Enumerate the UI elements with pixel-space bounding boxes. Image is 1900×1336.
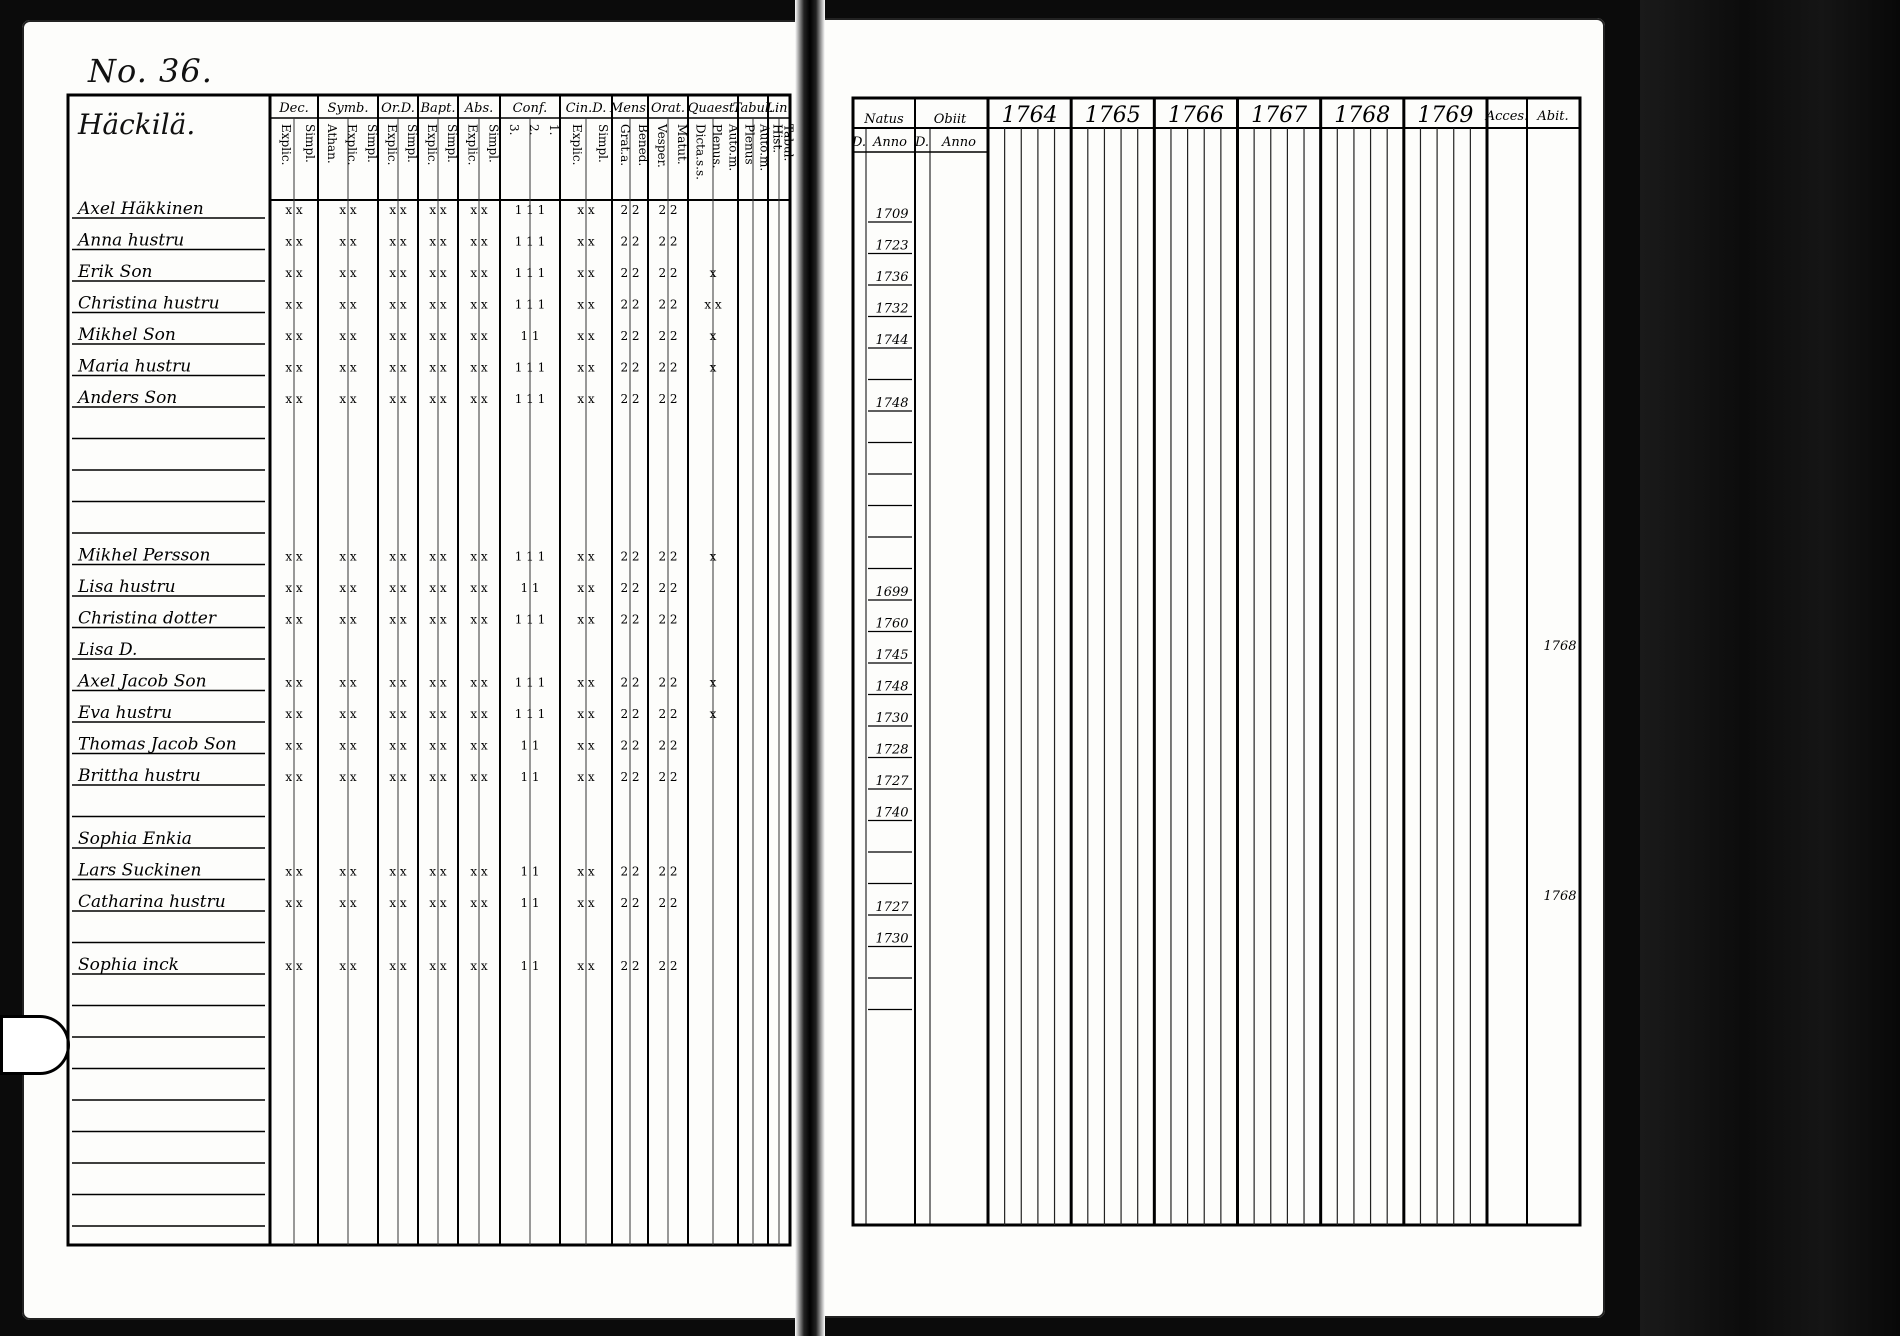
birth-year: 1727: [875, 900, 909, 915]
entry-mark: x x: [577, 203, 595, 217]
entry-mark: 1 1 1: [514, 203, 546, 217]
column-subheader: Plenus.: [710, 124, 724, 169]
entry-mark: x x: [339, 203, 357, 217]
column-header: Quaest.: [687, 101, 739, 116]
birth-year: 1740: [875, 805, 909, 821]
entry-mark: 1 1: [520, 770, 540, 784]
entry-mark: 2 2: [658, 266, 678, 280]
birth-year: 1723: [875, 238, 909, 254]
entry-mark: x x: [429, 297, 447, 312]
entry-mark: x x: [577, 234, 595, 249]
entry-mark: x x: [339, 738, 357, 753]
entry-mark: x x: [577, 959, 595, 973]
entry-mark: x x: [429, 738, 447, 753]
entry-mark: x x: [285, 549, 303, 564]
entry-mark: x x: [429, 864, 447, 879]
entry-mark: 1 1 1: [514, 612, 546, 627]
entry-mark: x x: [339, 549, 357, 564]
entry-mark: 2 2: [620, 770, 640, 784]
entry-mark: x x: [389, 549, 407, 564]
entry-mark: x x: [470, 266, 488, 280]
entry-mark: x x: [577, 864, 595, 879]
entry-mark: 2 2: [658, 297, 678, 312]
birth-year: 1730: [875, 711, 909, 726]
column-subheader: Explic.: [385, 124, 399, 166]
entry-mark: x x: [389, 234, 407, 249]
column-subheader: Hist.: [770, 124, 785, 154]
column-subheader: Explic.: [465, 124, 480, 166]
entry-mark: x x: [285, 392, 303, 406]
entry-mark: x x: [285, 234, 303, 249]
year-header: 1769: [1417, 103, 1474, 128]
column-subheader: Explic.: [570, 124, 584, 166]
entry-mark: 2 2: [658, 392, 678, 406]
person-name: Lisa D.: [78, 640, 138, 660]
column-subheader: 3.: [507, 124, 521, 136]
entry-mark: 2 2: [658, 360, 678, 375]
entry-mark: x x: [285, 581, 303, 595]
entry-mark: 1 1: [520, 329, 540, 343]
column-subheader: Simpl.: [365, 124, 379, 163]
column-subheader: Simpl.: [405, 124, 419, 163]
entry-mark: x x: [285, 612, 303, 627]
entry-mark: x x: [389, 581, 407, 595]
page-number: No. 36.: [88, 52, 213, 90]
column-subheader: Auto.m.: [757, 124, 772, 172]
person-name: Mikhel Persson: [78, 545, 211, 566]
entry-mark: 2 2: [620, 864, 640, 879]
entry-mark: 2 2: [620, 959, 640, 973]
entry-mark: x x: [470, 675, 488, 690]
entry-mark: x x: [389, 203, 407, 217]
entry-mark: 2 2: [658, 959, 678, 973]
entry-mark: 2 2: [620, 612, 640, 627]
birth-year: 1727: [875, 774, 909, 789]
entry-mark: 1 1 1: [514, 360, 546, 375]
entry-mark: x x: [285, 738, 303, 753]
entry-mark: x x: [285, 896, 303, 910]
column-header: Dec.: [279, 101, 309, 116]
birth-year: 1736: [875, 270, 909, 285]
column-subheader: Simpl.: [445, 124, 459, 163]
person-name: Eva hustru: [78, 703, 173, 723]
entry-mark: x x: [389, 864, 407, 879]
year-header: 1767: [1251, 103, 1308, 128]
entry-mark: 1 1: [520, 864, 540, 879]
entry-mark: x x: [470, 770, 488, 784]
person-name: Catharina hustru: [78, 892, 226, 912]
entry-mark: x x: [470, 864, 488, 879]
year-header: 1764: [1001, 103, 1058, 128]
entry-mark: x x: [285, 675, 303, 690]
column-subheader: Plenus: [742, 124, 757, 165]
obiit-year-header: Anno: [942, 135, 976, 150]
entry-mark: x x: [389, 612, 407, 627]
entry-mark: x x: [429, 770, 447, 784]
column-header: Mens.: [609, 101, 651, 116]
entry-mark: 1 1: [520, 738, 540, 753]
entry-mark: x x: [470, 203, 488, 217]
year-header: 1765: [1084, 103, 1141, 128]
entry-mark: x x: [577, 770, 595, 784]
column-subheader: 1.: [547, 124, 561, 136]
entry-mark: x x: [285, 959, 303, 973]
entry-mark: x x: [429, 549, 447, 564]
person-name: Mikhel Son: [78, 325, 176, 345]
person-name: Axel Jacob Son: [78, 671, 207, 692]
entry-mark: x x: [577, 675, 595, 690]
entry-mark: 2 2: [620, 549, 640, 564]
entry-mark: x x: [285, 203, 303, 217]
entry-mark: 2 2: [658, 864, 678, 879]
entry-mark: 2 2: [658, 549, 678, 564]
entry-mark: x x: [429, 707, 447, 721]
column-header: Bapt.: [420, 101, 456, 116]
entry-mark: x x: [470, 297, 488, 312]
column-header: Tabul.: [732, 101, 774, 116]
entry-mark: 2 2: [658, 581, 678, 595]
entry-mark: x x: [339, 864, 357, 879]
column-subheader: Simpl.: [303, 124, 317, 163]
entry-mark: x x: [470, 612, 488, 627]
annotation-year: 1768: [1543, 639, 1577, 654]
entry-mark: x x: [389, 392, 407, 406]
person-name: Anna hustru: [78, 230, 185, 251]
entry-mark: 2 2: [658, 234, 678, 249]
column-header: Conf.: [512, 101, 548, 116]
entry-mark: x x: [339, 612, 357, 627]
entry-mark: 2 2: [620, 203, 640, 217]
annotation-year: 1768: [1543, 889, 1577, 904]
entry-mark: x x: [429, 329, 447, 343]
column-subheader: Vesper.: [655, 124, 669, 168]
entry-mark: x x: [470, 959, 488, 973]
person-name: Lars Suckinen: [78, 860, 202, 881]
entry-mark: x x: [339, 959, 357, 973]
entry-mark: x x: [577, 329, 595, 343]
column-subheader: Simpl.: [596, 124, 610, 163]
entry-mark: x x: [429, 203, 447, 217]
year-header: 1768: [1334, 103, 1391, 128]
entry-mark: x x: [339, 581, 357, 595]
entry-mark: x x: [389, 266, 407, 280]
year-header: 1766: [1167, 103, 1224, 128]
person-name: Erik Son: [78, 262, 153, 282]
column-header: Orat.: [651, 101, 685, 116]
entry-mark: x: [709, 675, 717, 690]
entry-mark: x x: [389, 959, 407, 973]
entry-mark: 1 1 1: [514, 392, 546, 406]
person-name: Brittha hustru: [78, 766, 201, 786]
birth-year: 1728: [875, 742, 909, 758]
entry-mark: x x: [577, 392, 595, 406]
column-subheader: Explic.: [345, 124, 359, 166]
column-subheader: Tabul.: [781, 124, 796, 162]
obiit-day-header: D.: [914, 135, 930, 150]
entry-mark: x: [709, 360, 717, 375]
natus-year-header: Anno: [873, 135, 907, 150]
entry-mark: x x: [389, 675, 407, 690]
entry-mark: 2 2: [658, 612, 678, 627]
column-subheader: 2.: [527, 124, 541, 136]
entry-mark: x x: [285, 864, 303, 879]
entry-mark: x x: [285, 329, 303, 343]
entry-mark: x x: [577, 266, 595, 280]
entry-mark: x x: [339, 234, 357, 249]
place-name: Häckilä.: [78, 108, 196, 141]
birth-year: 1699: [875, 585, 909, 600]
entry-mark: x x: [285, 707, 303, 721]
natus-header: Natus: [864, 112, 904, 127]
entry-mark: x x: [339, 770, 357, 784]
entry-mark: x x: [285, 297, 303, 312]
person-name: Thomas Jacob Son: [78, 734, 237, 755]
entry-mark: x x: [577, 707, 595, 721]
column-subheader: Dicta.s.s.: [693, 124, 708, 180]
column-header: Cin.D.: [565, 101, 607, 116]
entry-mark: x: [709, 707, 717, 721]
accessit-header: Acces.: [1485, 109, 1529, 124]
entry-mark: 1 1: [520, 959, 540, 973]
entry-mark: x x: [577, 738, 595, 753]
entry-mark: x x: [429, 675, 447, 690]
person-name: Anders Son: [78, 388, 178, 408]
birth-year: 1760: [875, 616, 909, 632]
entry-mark: x x: [339, 675, 357, 690]
entry-mark: x x: [429, 234, 447, 249]
entry-mark: 1 1 1: [514, 234, 546, 249]
entry-mark: x x: [577, 297, 595, 312]
entry-mark: x: [709, 549, 717, 564]
entry-mark: x x: [429, 959, 447, 973]
entry-mark: 1 1 1: [514, 675, 546, 690]
entry-mark: x x: [339, 896, 357, 910]
birth-year: 1709: [875, 207, 909, 222]
entry-mark: 2 2: [620, 234, 640, 249]
entry-mark: 2 2: [658, 738, 678, 753]
entry-mark: x x: [577, 896, 595, 910]
entry-mark: 2 2: [620, 738, 640, 753]
entry-mark: x x: [470, 581, 488, 595]
entry-mark: 2 2: [620, 392, 640, 406]
entry-mark: x x: [389, 896, 407, 910]
entry-mark: x x: [577, 581, 595, 595]
entry-mark: x x: [704, 297, 722, 312]
entry-mark: x x: [285, 360, 303, 375]
entry-mark: 2 2: [620, 266, 640, 280]
entry-mark: x x: [470, 896, 488, 910]
entry-mark: 2 2: [658, 203, 678, 217]
entry-mark: x x: [339, 266, 357, 280]
entry-mark: x: [709, 329, 717, 343]
entry-mark: x x: [429, 360, 447, 375]
entry-mark: x x: [339, 360, 357, 375]
entry-mark: x x: [389, 770, 407, 784]
entry-mark: x x: [577, 612, 595, 627]
birth-year: 1748: [875, 396, 909, 411]
person-name: Christina hustru: [78, 293, 220, 314]
entry-mark: x x: [339, 392, 357, 406]
column-header: Abs.: [464, 101, 494, 116]
entry-mark: 2 2: [620, 675, 640, 690]
column-subheader: Bened.: [636, 124, 650, 167]
entry-mark: x x: [429, 392, 447, 406]
entry-mark: x x: [389, 329, 407, 343]
entry-mark: x x: [470, 234, 488, 249]
entry-mark: 2 2: [620, 329, 640, 343]
entry-mark: x x: [470, 738, 488, 753]
birth-year: 1732: [875, 301, 909, 317]
obiit-header: Obiit: [933, 112, 967, 127]
entry-mark: x x: [339, 707, 357, 721]
column-subheader: Grat.a.: [618, 124, 632, 167]
column-subheader: Explic.: [425, 124, 439, 166]
person-name: Sophia Enkia: [78, 829, 192, 849]
entry-mark: 2 2: [658, 707, 678, 721]
entry-mark: x x: [389, 707, 407, 721]
person-name: Christina dotter: [78, 608, 216, 629]
column-header: Lin.: [766, 101, 792, 116]
entry-mark: x x: [470, 707, 488, 721]
entry-mark: x x: [470, 329, 488, 343]
column-header: Symb.: [327, 101, 369, 116]
birth-year: 1730: [875, 931, 909, 947]
birth-year: 1744: [875, 333, 909, 348]
entry-mark: 2 2: [620, 896, 640, 910]
entry-mark: x x: [339, 329, 357, 343]
entry-mark: x x: [429, 581, 447, 595]
person-name: Sophia inck: [78, 955, 179, 975]
column-subheader: Matut.: [675, 124, 689, 165]
entry-mark: 2 2: [620, 581, 640, 595]
entry-mark: x x: [470, 392, 488, 406]
person-name: Maria hustru: [78, 356, 192, 377]
entry-mark: x x: [429, 266, 447, 280]
column-subheader: Explic.: [279, 124, 293, 166]
entry-mark: 2 2: [658, 896, 678, 910]
entry-mark: x x: [285, 770, 303, 784]
entry-mark: 1 1: [520, 581, 540, 595]
entry-mark: x x: [285, 266, 303, 280]
birth-year: 1748: [875, 679, 909, 695]
entry-mark: x x: [429, 612, 447, 627]
entry-mark: 2 2: [658, 329, 678, 343]
column-subheader: Simpl.: [486, 124, 501, 163]
entry-mark: 2 2: [620, 297, 640, 312]
entry-mark: 2 2: [658, 675, 678, 690]
entry-mark: x x: [339, 297, 357, 312]
birth-year: 1745: [875, 648, 909, 663]
entry-mark: x: [709, 266, 717, 280]
entry-mark: 2 2: [620, 707, 640, 721]
entry-mark: 1 1 1: [514, 266, 546, 280]
entry-mark: 1 1 1: [514, 707, 546, 721]
abiit-header: Abit.: [1537, 109, 1569, 124]
entry-mark: x x: [389, 360, 407, 375]
natus-day-header: D.: [851, 135, 867, 150]
entry-mark: x x: [389, 297, 407, 312]
entry-mark: 2 2: [658, 770, 678, 784]
column-header: Or.D.: [381, 101, 415, 116]
entry-mark: 1 1: [520, 896, 540, 910]
person-name: Lisa hustru: [78, 577, 176, 597]
entry-mark: x x: [429, 896, 447, 910]
entry-mark: x x: [470, 360, 488, 375]
column-subheader: Athan.: [325, 124, 339, 164]
person-name: Axel Häkkinen: [78, 199, 204, 219]
column-subheader: Auto.m.: [726, 124, 741, 172]
entry-mark: 1 1 1: [514, 297, 546, 312]
entry-mark: x x: [389, 738, 407, 753]
entry-mark: 2 2: [620, 360, 640, 375]
entry-mark: x x: [470, 549, 488, 564]
entry-mark: x x: [577, 360, 595, 375]
entry-mark: 1 1 1: [514, 549, 546, 564]
entry-mark: x x: [577, 549, 595, 564]
